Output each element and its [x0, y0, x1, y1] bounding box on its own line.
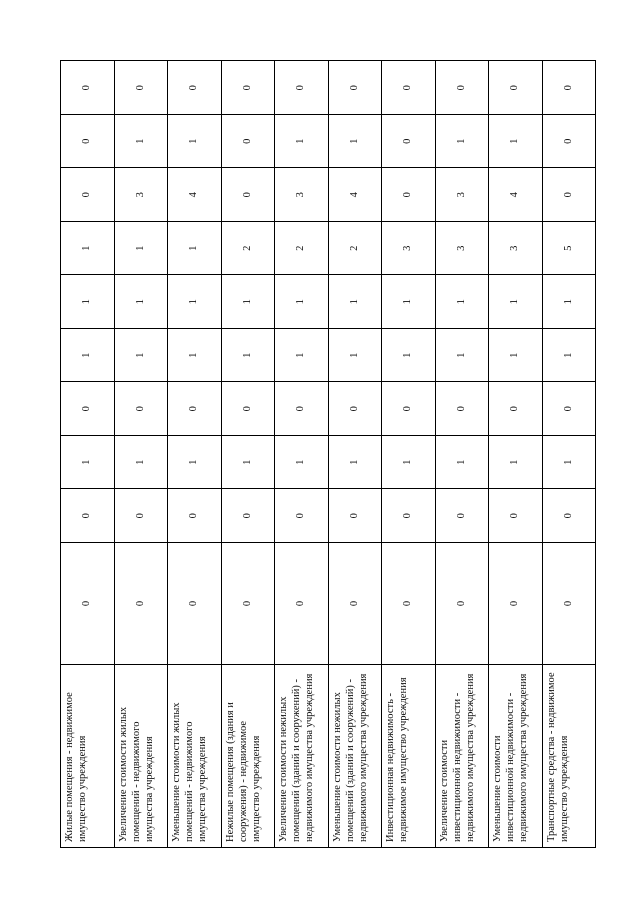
code-cell: 1	[436, 115, 489, 169]
code-cell: 1	[489, 115, 543, 169]
table-row	[168, 61, 222, 848]
account-name-cell: Увеличение стоимости жилых помещений - недвижимого имущества учреждения	[115, 665, 168, 848]
account-name-cell: Транспортные средства - недвижимое имущество учреждения	[543, 665, 596, 848]
code-cell: 1	[543, 275, 596, 329]
accounts-table	[60, 61, 596, 849]
code-cell: 0	[489, 61, 543, 115]
code-cell: 2	[329, 222, 382, 276]
code-cell: 1	[115, 329, 168, 383]
code-cell: 1	[382, 275, 436, 329]
code-cell: 0	[222, 489, 275, 543]
code-cell: 1	[329, 275, 382, 329]
code-cell: 1	[275, 115, 329, 169]
code-cell: 0	[168, 543, 222, 665]
code-cell: 0	[115, 489, 168, 543]
account-name-cell: Нежилые помещения (здания и сооружения) - недвижимое имущество учреждения	[222, 665, 275, 848]
code-cell: 0	[222, 168, 275, 222]
account-name-cell: Уменьшение стоимости инвестиционной недвижимости - недвижимого имущества учреждения	[489, 665, 543, 848]
code-cell: 1	[275, 275, 329, 329]
code-cell: 3	[489, 222, 543, 276]
code-cell: 1	[382, 436, 436, 490]
code-cell: 1	[489, 329, 543, 383]
code-cell: 1	[115, 275, 168, 329]
code-cell: 4	[489, 168, 543, 222]
code-cell: 3	[436, 168, 489, 222]
code-cell: 0	[436, 382, 489, 436]
code-cell: 1	[275, 329, 329, 383]
code-cell: 0	[115, 543, 168, 665]
table-row	[329, 61, 382, 848]
code-cell: 0	[382, 489, 436, 543]
code-cell: 0	[436, 543, 489, 665]
table-row	[382, 61, 436, 848]
code-cell: 0	[489, 489, 543, 543]
code-cell: 0	[275, 61, 329, 115]
code-cell: 0	[168, 489, 222, 543]
rotated-table-wrapper	[60, 61, 586, 848]
code-cell: 1	[61, 436, 115, 490]
code-cell: 0	[222, 61, 275, 115]
code-cell: 0	[329, 543, 382, 665]
code-cell: 0	[329, 382, 382, 436]
code-cell: 1	[61, 275, 115, 329]
code-cell: 1	[61, 329, 115, 383]
code-cell: 0	[61, 489, 115, 543]
code-cell: 1	[329, 436, 382, 490]
code-cell: 0	[61, 382, 115, 436]
code-cell: 0	[382, 168, 436, 222]
table-row	[436, 61, 489, 848]
code-cell: 0	[61, 61, 115, 115]
code-cell: 0	[275, 543, 329, 665]
code-cell: 1	[436, 436, 489, 490]
code-cell: 1	[329, 115, 382, 169]
code-cell: 0	[115, 61, 168, 115]
code-cell: 1	[543, 329, 596, 383]
code-cell: 0	[275, 382, 329, 436]
code-cell: 0	[61, 115, 115, 169]
code-cell: 0	[543, 543, 596, 665]
table-body	[61, 61, 596, 848]
code-cell: 0	[61, 543, 115, 665]
code-cell: 0	[382, 115, 436, 169]
table-row	[61, 61, 115, 848]
code-cell: 2	[222, 222, 275, 276]
code-cell: 0	[543, 489, 596, 543]
code-cell: 0	[329, 61, 382, 115]
code-cell: 1	[489, 436, 543, 490]
code-cell: 1	[222, 275, 275, 329]
code-cell: 0	[543, 168, 596, 222]
code-cell: 1	[489, 275, 543, 329]
code-cell: 1	[222, 329, 275, 383]
code-cell: 0	[222, 543, 275, 665]
code-cell: 0	[222, 115, 275, 169]
code-cell: 1	[168, 329, 222, 383]
code-cell: 1	[436, 275, 489, 329]
account-name-cell: Инвестиционная недвижимость - недвижимое имущество учреждения	[382, 665, 436, 848]
code-cell: 1	[115, 222, 168, 276]
code-cell: 1	[168, 115, 222, 169]
code-cell: 0	[222, 382, 275, 436]
code-cell: 0	[543, 61, 596, 115]
code-cell: 2	[275, 222, 329, 276]
table-row	[543, 61, 596, 848]
table-row	[222, 61, 275, 848]
code-cell: 3	[115, 168, 168, 222]
code-cell: 0	[543, 382, 596, 436]
code-cell: 1	[382, 329, 436, 383]
code-cell: 0	[436, 489, 489, 543]
code-cell: 5	[543, 222, 596, 276]
account-name-cell: Увеличение стоимости нежилых помещений (зданий и сооружений) - недвижимого имущества учреждения	[275, 665, 329, 848]
table-row	[489, 61, 543, 848]
code-cell: 0	[168, 382, 222, 436]
code-cell: 4	[329, 168, 382, 222]
code-cell: 0	[489, 543, 543, 665]
code-cell: 4	[168, 168, 222, 222]
code-cell: 1	[222, 436, 275, 490]
code-cell: 0	[115, 382, 168, 436]
code-cell: 0	[489, 382, 543, 436]
code-cell: 1	[329, 329, 382, 383]
code-cell: 3	[382, 222, 436, 276]
code-cell: 0	[168, 61, 222, 115]
account-name-cell: Уменьшение стоимости нежилых помещений (зданий и сооружений) - недвижимого имущества учреждения	[329, 665, 382, 848]
code-cell: 0	[275, 489, 329, 543]
code-cell: 1	[543, 436, 596, 490]
code-cell: 0	[329, 489, 382, 543]
code-cell: 0	[382, 543, 436, 665]
account-name-cell: Увеличение стоимости инвестиционной недвижимости - недвижимого имущества учреждения	[436, 665, 489, 848]
code-cell: 3	[275, 168, 329, 222]
code-cell: 0	[61, 168, 115, 222]
code-cell: 1	[275, 436, 329, 490]
code-cell: 0	[543, 115, 596, 169]
table-row	[115, 61, 168, 848]
code-cell: 1	[168, 275, 222, 329]
code-cell: 1	[168, 436, 222, 490]
code-cell: 1	[115, 115, 168, 169]
code-cell: 1	[115, 436, 168, 490]
code-cell: 1	[168, 222, 222, 276]
code-cell: 0	[436, 61, 489, 115]
code-cell: 0	[382, 382, 436, 436]
code-cell: 1	[61, 222, 115, 276]
code-cell: 1	[436, 329, 489, 383]
account-name-cell: Уменьшение стоимости жилых помещений - недвижимого имущества учреждения	[168, 665, 222, 848]
table-row	[275, 61, 329, 848]
code-cell: 0	[382, 61, 436, 115]
account-name-cell: Жилые помещения - недвижимое имущество учреждения	[61, 665, 115, 848]
code-cell: 3	[436, 222, 489, 276]
